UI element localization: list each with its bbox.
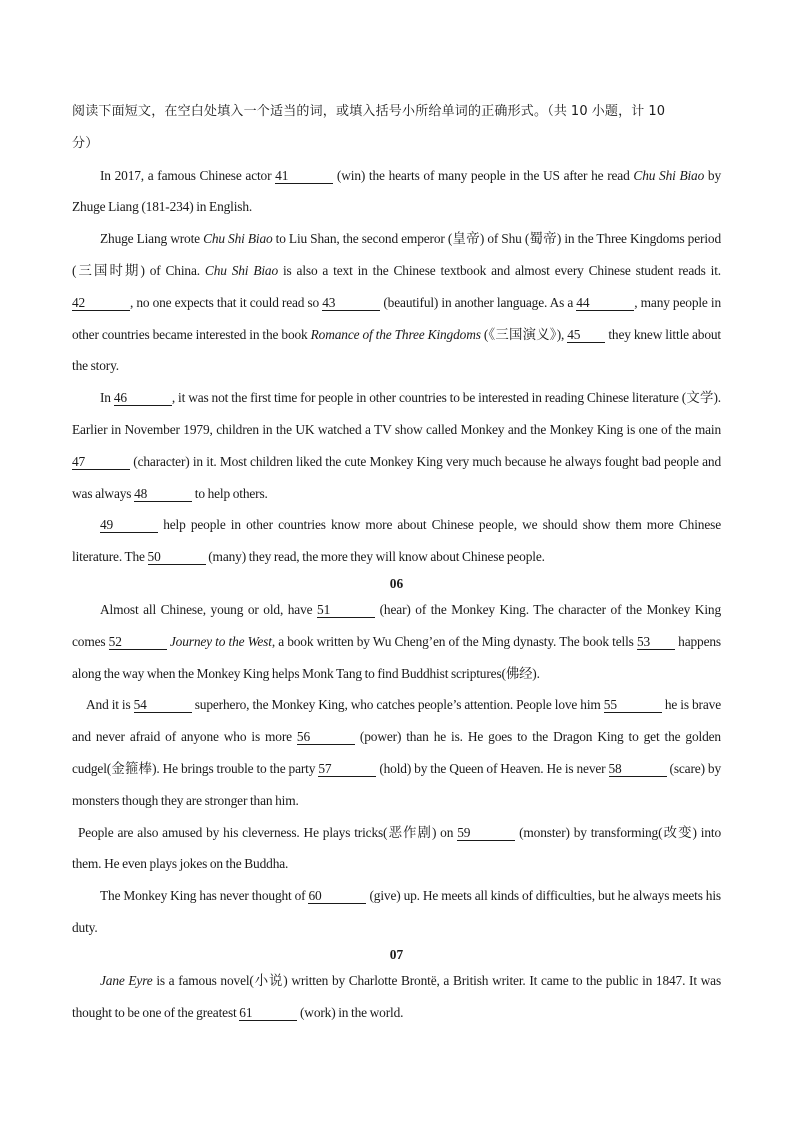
- blank-45: 45: [567, 328, 605, 343]
- blank-47: 47: [72, 455, 130, 470]
- title-italic: Chu Shi Biao: [204, 262, 279, 278]
- text: (many) they read, the more they will know about Chinese people.: [205, 549, 545, 565]
- text: (《三国演义》),: [480, 326, 568, 342]
- blank-48: 48: [134, 487, 192, 502]
- text: is a famous novel(小说) written by Charlotte Brontë, a British writer. It came to the public in 1847. It was thought to be one of the greatest: [72, 972, 721, 1020]
- text: (work) in the world.: [297, 1004, 404, 1020]
- text: The Monkey King has never thought of: [100, 888, 309, 904]
- blank-60: 60: [308, 889, 366, 904]
- text: happens along the way when the Monkey King helps Monk Tang to find Buddhist scriptures(佛经).: [72, 633, 721, 681]
- text: (hold) by the Queen of Heaven. He is never: [376, 760, 609, 776]
- text: to help others.: [192, 485, 268, 501]
- passage1-paragraph-3: [72, 382, 721, 509]
- blank-51: 51: [317, 603, 375, 618]
- text: And it is: [86, 697, 134, 713]
- text: Almost all Chinese, young or old, have: [100, 601, 318, 617]
- section06-paragraph-2: [72, 689, 721, 816]
- text: In 2017, a famous Chinese actor: [100, 167, 276, 183]
- instructions-line-2: 分）: [72, 135, 99, 151]
- instructions: [72, 96, 721, 160]
- title-italic: Romance of the Three Kingdoms: [310, 326, 481, 342]
- blank-53: 53: [637, 635, 675, 650]
- section06-paragraph-1: [72, 594, 721, 689]
- text: superhero, the Monkey King, who catches people’s attention. People love him: [191, 697, 604, 713]
- blank-46: 46: [114, 391, 172, 406]
- blank-44: 44: [576, 296, 634, 311]
- section06-paragraph-4: [72, 880, 721, 944]
- blank-42: 42: [72, 296, 130, 311]
- blank-54: 54: [134, 698, 192, 713]
- blank-55: 55: [604, 698, 662, 713]
- blank-58: 58: [609, 762, 667, 777]
- title-italic: Jane Eyre: [100, 972, 153, 988]
- text: , a book written by Wu Cheng’en of the Ming dynasty. The book tells: [271, 633, 637, 649]
- text: is also a text in the Chinese textbook and almost every Chinese student reads it.: [278, 262, 721, 278]
- text: People are also amused by his cleverness. He plays tricks(恶作剧) on: [78, 824, 458, 840]
- blank-59: 59: [457, 826, 515, 841]
- blank-43: 43: [322, 296, 380, 311]
- blank-52: 52: [109, 635, 167, 650]
- blank-49: 49: [100, 518, 158, 533]
- text: (give) up. He meets all kinds of difficulties, but he always meets his duty.: [72, 888, 721, 935]
- title-italic: Journey to the West: [169, 633, 272, 649]
- text: (scare) by monsters though they are stronger than him.: [72, 760, 721, 808]
- text: (beautiful) in another language. As a: [380, 294, 577, 310]
- text: (monster) by transforming(改变) into them. He even plays jokes on the Buddha.: [72, 824, 721, 872]
- text: (win) the hearts of many people in the US after he read: [333, 167, 634, 183]
- section06-paragraph-3: [72, 817, 721, 881]
- text: , it was not the first time for people in other countries to be interested in reading Chinese literature (文学). Earlier in November 1979, children in the UK watched a TV show called Monkey and the Monkey King is one of the main: [72, 390, 721, 437]
- passage1-paragraph-4: [72, 509, 721, 573]
- text: they knew little about the story.: [72, 326, 721, 374]
- section-heading-07: 07: [389, 946, 404, 962]
- title-italic: Chu Shi Biao: [203, 231, 273, 247]
- text: help people in other countries know more about Chinese people, we should show them more Chinese literature. The: [72, 517, 721, 565]
- text: (power) than he is. He goes to the Dragon King to get the golden cudgel(金箍棒). He brings trouble to the party: [72, 729, 721, 776]
- section-heading-06: 06: [389, 575, 404, 591]
- text: (hear) of the Monkey King. The character of the Monkey King comes: [72, 601, 721, 649]
- text: , no one expects that it could read so: [130, 294, 323, 310]
- text: (character) in it. Most children liked the cute Monkey King very much because he always fought bad people and was always: [72, 453, 721, 501]
- text: In: [100, 390, 114, 406]
- text: , many people in other countries became interested in the book: [72, 294, 721, 342]
- blank-56: 56: [297, 730, 355, 745]
- blank-50: 50: [148, 550, 206, 565]
- passage1-paragraph-2: [72, 223, 721, 382]
- blank-41: 41: [275, 169, 333, 184]
- section07-paragraph-1: [72, 965, 721, 1029]
- passage1-paragraph-1: [72, 160, 721, 224]
- text: to Liu Shan, the second emperor (皇帝) of Shu (蜀帝) in the Three Kingdoms period (三国时期) of China.: [72, 231, 721, 278]
- blank-57: 57: [318, 762, 376, 777]
- text: he is brave and never afraid of anyone who is more: [72, 697, 721, 745]
- instructions-line-1: 阅读下面短文，在空白处填入一个适当的词，或填入括号小所给单词的正确形式。（共 10 小题，计 10: [72, 104, 666, 119]
- text: Zhuge Liang wrote: [100, 231, 204, 247]
- text: by Zhuge Liang (181-234) in English.: [72, 167, 721, 215]
- blank-61: 61: [239, 1006, 297, 1021]
- title-italic: Chu Shi Biao: [633, 167, 705, 183]
